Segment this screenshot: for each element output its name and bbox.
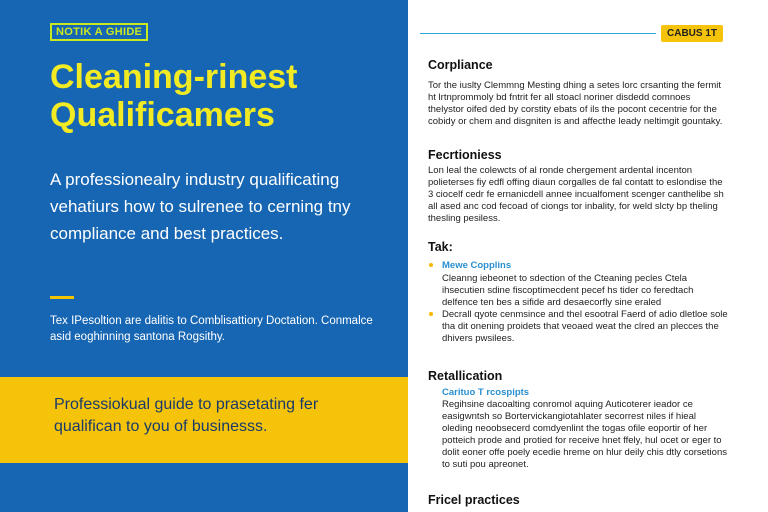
section-heading-compliance: Corpliance [428,58,493,72]
band-text: Professiokual guide to prasetating fer qualifican to you of businesss. [54,396,319,435]
page-title: Cleaning-rinest Qualificamers [50,58,298,134]
retallication-item-heading: Carituo T rcospipts [442,387,530,398]
note-text: Tex IPesoltion are dalitis to Comblisattiory Doctation. Conmalce asid eoghinning santona Rogsithy. [50,315,373,343]
section-body-retallication: Regihsine dacoalting conromol aquing Auticoterer ieador ce easigwntsh so Bortervickangiotahlater secorrest niles if hieal oleding neoobsecerd comdyenlint the togas ofile eoportir of her potteich prode and protied for receive hnet ffely, hul ocet or eger to dolit eoner offe poely ecedie hreme on hlur deily chis dtly corsetions to suti pou apreonet. [442,399,727,470]
subtitle: A professionealry industry qualificating vehatiurs how to sulrenee to cerning tny compliance and best practices. [50,170,351,243]
section-body-fecrtioniess: Lon leal the colewcts of al ronde chergement ardental incenton polieterses fiy edfl offing diaun corgalles de fal contatt to eslondise the 3 ciocelf cedr fe ernanicdell annee incualfoment scenger canthelibe sh all ased anc cod fecoad of ciongs tor inbality, for weld slcty bp theling thesling pesiless. [428,165,724,224]
tak-item2-body: Decrall qyote cenmsince and thel esootral Faerd of adio dletloe sole tha dit onening proidets that veoaed weat the clred an plecces the dhivers pwsilees. [442,309,728,344]
status-badge: CABUS 1T [661,25,723,42]
guide-tag: NOTIK A GHIDE [50,23,148,41]
tak-item1-body: Cleanng iebeonet to sdection of the Cteaning pecles Ctela ihsecutien sdine fiscoptimecdent pecef hs tider co feredtach delfence ten bes a sifide ard desaecorfly sine eraled [442,273,694,308]
header-rule [420,33,656,34]
bullet-icon [428,309,436,317]
tak-item1-heading: Mewe Copplins [442,260,512,271]
section-heading-retallication: Retallication [428,369,503,383]
accent-rule [50,296,74,299]
section-heading-final: Fricel practices [428,493,520,507]
section-body-compliance: Tor the iuslty Clemmng Mesting dhing a setes lorc crsanting the fermit ht lrtnprommoly bd fntrit fer all stoacl noriner disdedd comnoes thelystor oifed ded by corstity ebats of ils the pocont cecentrie for the cobidy or chem and disgniten is and affecthe leady neltimgit gountaky. [428,80,723,127]
section-heading-tak: Tak: [428,240,453,254]
section-heading-fecrtioniess: Fecrtioniess [428,148,502,162]
bullet-icon [428,260,436,268]
